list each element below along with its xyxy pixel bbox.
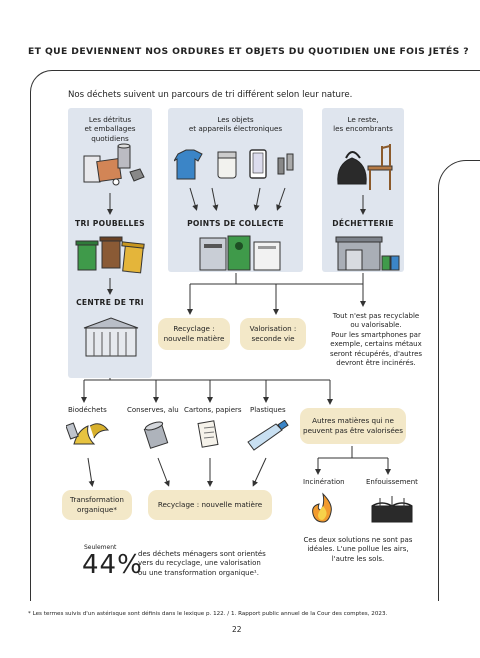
stat-value: 44% [82,550,143,580]
stat-text: des déchets ménagers sont orientés vers du recyclage, une valorisation ou une transformation organique¹. [138,550,266,577]
category-objets-label: Les objets et appareils électroniques [188,115,283,134]
category-reste-label: Le reste, les encombrants [333,115,393,134]
autres-matieres-pill: Autres matières qui ne peuvent pas être valorisées [300,408,406,444]
points-collecte-heading: POINTS DE COLLECTE [187,219,284,228]
recyclage-nouvelle-matiere-pill: Recyclage : nouvelle matière [148,490,272,520]
stream-biodechets: Biodéchets [68,406,107,414]
recyclage-pill: Recyclage : nouvelle matière [158,318,230,350]
footnote: * Les termes suivis d'un astérisque sont définis dans le lexique p. 122. / 1. Rapport public annuel de la Cour des comptes, 2023. [28,611,388,617]
centre-tri-heading: CENTRE DE TRI [76,298,144,307]
incineration-label: Incinération [303,478,345,486]
stream-cartons: Cartons, papiers [184,406,242,414]
category-detritus-label: Les détritus et emballages quotidiens [84,115,136,143]
recyclability-note: Tout n'est pas recyclable ou valorisable. Pour les smartphones par exemple, certains métaux seront récupérés, d'autres devront être incinérés. [329,312,423,368]
decheterie-heading: DÉCHETTERIE [332,219,394,228]
page-title: ET QUE DEVIENNENT NOS ORDURES ET OBJETS DU QUOTIDIEN UNE FOIS JETÉS ? [28,46,469,57]
enfouissement-label: Enfouissement [366,478,418,486]
valorisation-pill: Valorisation : seconde vie [240,318,306,350]
stream-conserves: Conserves, alu [127,406,179,414]
intro-text: Nos déchets suivent un parcours de tri différent selon leur nature. [68,90,353,100]
disposal-note: Ces deux solutions ne sont pas idéales. L'une pollue les airs, l'autre les sols. [303,536,413,563]
transformation-organique-pill: Transformation organique* [62,490,132,520]
stat-prefix: Seulement [84,544,117,551]
tri-poubelles-heading: TRI POUBELLES [75,219,145,228]
page-number: 22 [232,625,242,634]
stream-plastiques: Plastiques [250,406,286,414]
